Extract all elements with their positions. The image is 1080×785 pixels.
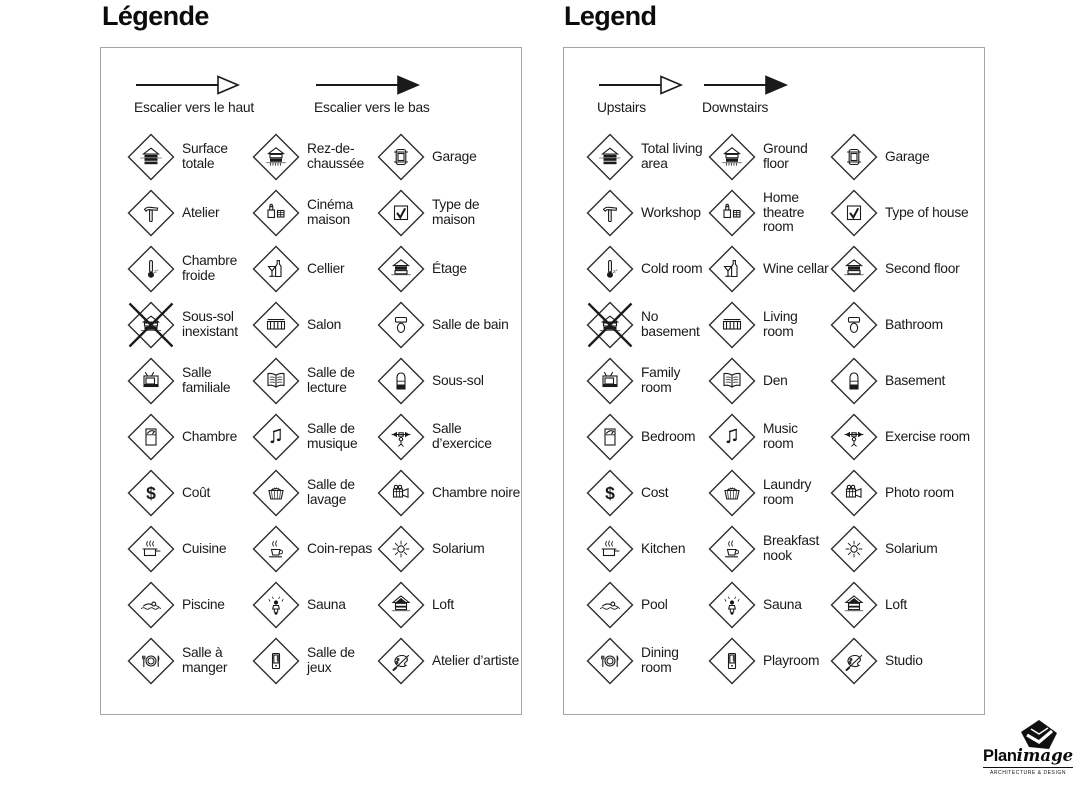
barbell-icon: [377, 413, 425, 461]
legend-item: [708, 245, 830, 293]
legend-item: [377, 637, 521, 685]
legend-item-label: Atelier: [182, 204, 220, 220]
swimmer-icon: [586, 581, 634, 629]
legend-item-label: Workshop: [641, 204, 701, 220]
check-document-icon: [830, 189, 878, 237]
palette-icon: [377, 637, 425, 685]
legend-item: [830, 357, 984, 405]
legend-item-label: Salle de jeux: [307, 645, 355, 675]
legend-item: [586, 469, 708, 517]
legend-item: [252, 245, 377, 293]
legend-item-label: Surface totale: [182, 141, 228, 171]
camera-icon: [830, 469, 878, 517]
french-legend-panel: [100, 47, 522, 715]
legend-item-label: Music room: [763, 421, 798, 451]
legend-item: [830, 413, 984, 461]
wine-bottle-icon: [708, 245, 756, 293]
logo-text-plan: Plan: [983, 747, 1017, 765]
legend-item: [127, 133, 252, 181]
legend-item: [377, 581, 521, 629]
legend-item: [252, 133, 377, 181]
cooking-pot-icon: [586, 525, 634, 573]
stairs-arrows: [564, 48, 984, 115]
toilet-icon: [377, 301, 425, 349]
legend-item: [252, 525, 377, 573]
legend-item-label: Photo room: [885, 484, 954, 500]
legend-item: [708, 469, 830, 517]
legend-item: [708, 301, 830, 349]
legend-item: [830, 301, 984, 349]
legend-item: [586, 245, 708, 293]
legend-item: [586, 189, 708, 237]
legend-item-label: Chambre noire: [432, 484, 521, 500]
legend-item-label: Total living area: [641, 141, 703, 171]
stairs-down-item: [702, 74, 794, 115]
legend-item: [586, 637, 708, 685]
legend-item-label: Pool: [641, 596, 668, 612]
legend-item: [377, 469, 521, 517]
legend-item: [586, 525, 708, 573]
legend-item: [708, 357, 830, 405]
legend-item: [127, 637, 252, 685]
legend-item: [127, 189, 252, 237]
legend-item-label: Salon: [307, 316, 342, 332]
legend-item-label: Studio: [885, 652, 923, 668]
stairs-up-item: [134, 74, 314, 115]
stairs-down-label: Downstairs: [702, 100, 769, 115]
legend-item-label: Cuisine: [182, 540, 227, 556]
stairs-arrows: [101, 48, 521, 115]
legend-item-label: Garage: [885, 148, 930, 164]
legend-item-label: Chambre froide: [182, 253, 237, 283]
second-floor-icon: [830, 245, 878, 293]
camera-icon: [377, 469, 425, 517]
legend-item: [377, 413, 521, 461]
sauna-person-icon: [252, 581, 300, 629]
legend-item: [252, 357, 377, 405]
legend-item-label: Wine cellar: [763, 260, 829, 276]
legend-item-label: Bedroom: [641, 428, 696, 444]
plate-cutlery-icon: [127, 637, 175, 685]
legend-item-label: Étage: [432, 260, 467, 276]
legend-item-label: Salle d’exercice: [432, 421, 492, 451]
legend-item: [377, 301, 521, 349]
game-machine-icon: [708, 637, 756, 685]
legend-item-label: Coin-repas: [307, 540, 372, 556]
legend-item-label: Loft: [885, 596, 908, 612]
downstairs-arrow-icon: [314, 74, 426, 96]
legend-item-label: Type of house: [885, 204, 969, 220]
legend-grid: [127, 129, 521, 689]
legend-item-label: Playroom: [763, 652, 820, 668]
second-floor-icon: [377, 245, 425, 293]
music-notes-icon: [252, 413, 300, 461]
legend-item-label: Laundry room: [763, 477, 812, 507]
legend-item: [708, 189, 830, 237]
legend-item-label: Cold room: [641, 260, 703, 276]
legend-item-label: Piscine: [182, 596, 225, 612]
basement-icon: [377, 357, 425, 405]
loft-roof-icon: [377, 581, 425, 629]
coffee-cup-icon: [252, 525, 300, 573]
legend-item-label: Kitchen: [641, 540, 686, 556]
laundry-basket-icon: [252, 469, 300, 517]
legend-item-label: Solarium: [432, 540, 485, 556]
ground-floor-icon: [708, 133, 756, 181]
bed-icon: [127, 413, 175, 461]
legend-item: [830, 637, 984, 685]
no-basement-icon: [586, 301, 634, 349]
legend-item-label: No basement: [641, 309, 700, 339]
english-legend-panel: [563, 47, 985, 715]
check-document-icon: [377, 189, 425, 237]
stairs-down-label: Escalier vers le bas: [314, 100, 430, 115]
upstairs-arrow-icon: [134, 74, 246, 96]
legend-item: [127, 245, 252, 293]
french-legend-title: Légende: [102, 1, 209, 31]
total-area-icon: [586, 133, 634, 181]
legend-item: [830, 189, 984, 237]
legend-item-label: Basement: [885, 372, 946, 388]
plate-cutlery-icon: [586, 637, 634, 685]
legend-item-label: Cellier: [307, 260, 345, 276]
legend-item: [830, 245, 984, 293]
svg-text:2°: 2°: [613, 269, 618, 275]
legend-item-label: Solarium: [885, 540, 938, 556]
legend-item: [586, 301, 708, 349]
legend-item: [377, 245, 521, 293]
legend-item: [708, 581, 830, 629]
svg-text:$: $: [605, 482, 615, 503]
legend-item: [377, 133, 521, 181]
legend-item-label: Sous-sol: [432, 372, 484, 388]
legend-item: [252, 413, 377, 461]
legend-item: [377, 189, 521, 237]
legend-item: [708, 637, 830, 685]
upstairs-arrow-icon: [597, 74, 689, 96]
book-icon: [252, 357, 300, 405]
legend-item-label: Atelier d’artiste: [432, 652, 519, 668]
logo-tagline: ARCHITECTURE & DESIGN: [989, 769, 1066, 776]
legend-item: [127, 357, 252, 405]
hammer-icon: [127, 189, 175, 237]
legend-item: [252, 189, 377, 237]
toilet-icon: [830, 301, 878, 349]
legend-item-label: Salle familiale: [182, 365, 231, 395]
legend-item: [127, 301, 252, 349]
wine-bottle-icon: [252, 245, 300, 293]
tv-icon: [127, 357, 175, 405]
legend-item-label: Bathroom: [885, 316, 943, 332]
stairs-up-label: Escalier vers le haut: [134, 100, 255, 115]
legend-item-label: Sous-sol inexistant: [182, 309, 238, 339]
legend-item-label: Salle de musique: [307, 421, 358, 451]
legend-item-label: Exercise room: [885, 428, 970, 444]
legend-item-label: Chambre: [182, 428, 237, 444]
legend-item-label: Breakfast nook: [763, 533, 820, 563]
garage-icon: [830, 133, 878, 181]
legend-item: [377, 357, 521, 405]
legend-item-label: Living room: [763, 309, 798, 339]
laundry-basket-icon: [708, 469, 756, 517]
legend-item: [252, 301, 377, 349]
downstairs-arrow-icon: [702, 74, 794, 96]
legend-item: [586, 133, 708, 181]
legend-item: [708, 413, 830, 461]
legend-item: [586, 581, 708, 629]
legend-item-label: Family room: [641, 365, 681, 395]
stairs-up-label: Upstairs: [597, 100, 646, 115]
planimage-logo: [983, 720, 1073, 776]
legend-item-label: Type de maison: [432, 197, 480, 227]
legend-item-label: Cost: [641, 484, 669, 500]
sofa-icon: [708, 301, 756, 349]
stairs-up-item: [597, 74, 702, 115]
legend-item-label: Salle de bain: [432, 316, 509, 332]
game-machine-icon: [252, 637, 300, 685]
legend-item: [708, 525, 830, 573]
legend-item: [708, 133, 830, 181]
tv-icon: [586, 357, 634, 405]
planimage-wordmark: [983, 746, 1073, 768]
legend-item-label: Salle de lecture: [307, 365, 355, 395]
legend-item-label: Salle à manger: [182, 645, 228, 675]
swimmer-icon: [127, 581, 175, 629]
music-notes-icon: [708, 413, 756, 461]
legend-item-label: Dining room: [641, 645, 679, 675]
sun-icon: [377, 525, 425, 573]
bed-icon: [586, 413, 634, 461]
legend-item-label: Den: [763, 372, 788, 388]
legend-item: [127, 469, 252, 517]
legend-item: [252, 637, 377, 685]
legend-grid: [586, 129, 984, 689]
legend-item-label: Loft: [432, 596, 455, 612]
legend-item-label: Rez-de-chaussée: [307, 141, 365, 171]
projector-icon: [252, 189, 300, 237]
palette-icon: [830, 637, 878, 685]
legend-item: [252, 581, 377, 629]
legend-item: [830, 581, 984, 629]
legend-item: [127, 413, 252, 461]
legend-item: [586, 357, 708, 405]
legend-item: [586, 413, 708, 461]
dollar-icon: [586, 469, 634, 517]
projector-icon: [708, 189, 756, 237]
legend-item-label: Salle de lavage: [307, 477, 355, 507]
legend-item-label: Second floor: [885, 260, 960, 276]
basement-icon: [830, 357, 878, 405]
legend-item-label: Sauna: [307, 596, 346, 612]
legend-item-label: Coût: [182, 484, 211, 500]
ground-floor-icon: [252, 133, 300, 181]
dollar-icon: [127, 469, 175, 517]
coffee-cup-icon: [708, 525, 756, 573]
legend-item-label: Sauna: [763, 596, 802, 612]
english-legend-title: Legend: [564, 1, 657, 31]
legend-item-label: Ground floor: [763, 141, 808, 171]
no-basement-icon: [127, 301, 175, 349]
legend-item: [830, 133, 984, 181]
legend-item: [830, 469, 984, 517]
logo-text-image: image: [1016, 746, 1074, 765]
svg-text:$: $: [146, 482, 156, 503]
hammer-icon: [586, 189, 634, 237]
book-icon: [708, 357, 756, 405]
legend-item: [377, 525, 521, 573]
loft-roof-icon: [830, 581, 878, 629]
thermometer-icon: [127, 245, 175, 293]
stairs-down-item: [314, 74, 430, 115]
sofa-icon: [252, 301, 300, 349]
garage-icon: [377, 133, 425, 181]
legend-item: [127, 525, 252, 573]
legend-item: [252, 469, 377, 517]
legend-item-label: Garage: [432, 148, 477, 164]
barbell-icon: [830, 413, 878, 461]
total-area-icon: [127, 133, 175, 181]
sun-icon: [830, 525, 878, 573]
sauna-person-icon: [708, 581, 756, 629]
svg-text:2°: 2°: [154, 269, 159, 275]
cooking-pot-icon: [127, 525, 175, 573]
legend-item-label: Cinéma maison: [307, 197, 354, 227]
thermometer-icon: [586, 245, 634, 293]
legend-item-label: Home theatre room: [763, 190, 805, 235]
legend-item: [830, 525, 984, 573]
legend-item: [127, 581, 252, 629]
